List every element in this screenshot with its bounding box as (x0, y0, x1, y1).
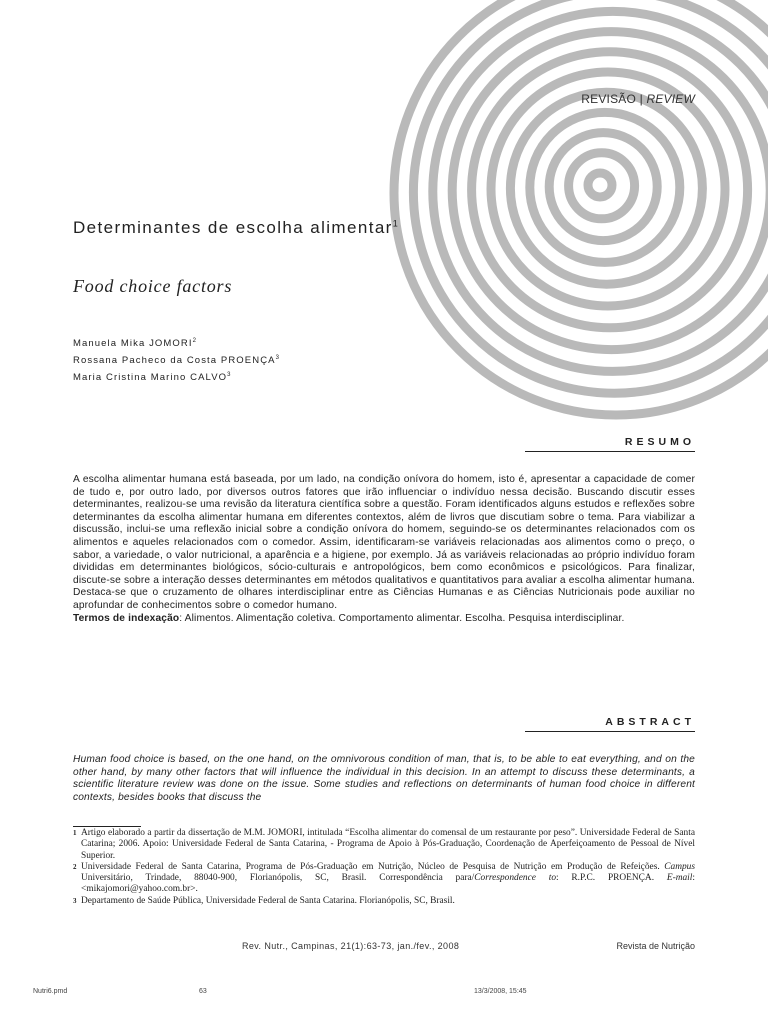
print-page-number: 63 (199, 988, 207, 995)
resumo-section (73, 474, 695, 625)
author-item: Maria Cristina Marino CALVO$^3$ (73, 372, 232, 384)
footnote-2: 2 Universidade Federal de Santa Catarina, Programa de Pós-Graduação em Nutrição, Núcleo de Pesquisa de Nutrição em Produção de Refeições. Campus Universitário, Trindade, 88040-900, Florianópolis, SC, Brasil. Correspondência para/Correspondence to: R.P.C. PROENÇA. E-mail: <mikajomori@yahoo.com.br>. (73, 861, 696, 895)
title-text: Determinantes de escolha alimentar (73, 218, 393, 237)
resumo-text: A escolha alimentar humana está baseada, por um lado, na condição onívora do homem, isto é, apresentar a capacidade de comer de tudo e, por outro lado, por diversos outros fatores que irão influenciar o indivíduo nessa decisão. Buscando discutir esses determinantes, realizou-se uma revisão da literatura científica sobre a questão. Foram identificados alguns estudos e reflexões sobre determinantes da escolha alimentar humana em diferentes contextos, além de livros que discutiam sobre o tema. Para viabilizar a discussão, inclui-se uma reflexão inicial sobre a condição onívora do homem, seguindo-se os determinantes relacionados com os alimentos e aqueles relacionados com o comedor. Assim, identificaram-se variáveis relacionadas aos alimentos como o preço, o sabor, a variedade, o valor nutricional, a aparência e a higiene, por exemplo. Já as variáveis relacionadas ao próprio indivíduo foram divididas em determinantes biológicos, sócio-culturais e antropológicos, bem como econômicos e psicológicos. Para finalizar, discute-se sobre a interação desses determinantes em métodos qualitativos e quantitativos para avaliar a escolha alimentar humana. Destaca-se que o cruzamento de olhares interdisciplinar entre as Ciências Humanas e as Ciências Nutricionais pode auxiliar no aprofundar de conhecimentos sobre o comedor humano. (73, 474, 695, 611)
swirl-ring (433, 11, 768, 371)
section-tag-pt: REVISÃO (581, 92, 637, 106)
keywords (73, 613, 695, 626)
journal-name: Revista de Nutrição (616, 941, 695, 951)
resumo-heading: RESUMO (525, 436, 695, 452)
author-item: Manuela Mika JOMORI$^2$ (73, 338, 198, 350)
keywords-list: : Alimentos. Alimentação coletiva. Comportamento alimentar. Escolha. Pesquisa interdisciplinar. (179, 612, 625, 624)
article-title (73, 218, 398, 238)
keywords-label: Termos de indexação (73, 612, 180, 624)
article-subtitle: Food choice factors (73, 276, 233, 296)
footnote-1: 1 Artigo elaborado a partir da dissertação de M.M. JOMORI, intitulada “Escolha alimentar do comensal de um restaurante por peso”. Universidade Federal de Santa Catarina; 2006. Apoio: Universidade Federal de Santa Catarina, - Programa de Apoio à Pós-Graduação, Coordenação de Aperfeiçoamento de Pessoal de Nível Superior. (73, 828, 695, 861)
author-list (73, 334, 280, 385)
swirl-ring (510, 92, 702, 284)
author-item: Rossana Pacheco da Costa PROENÇA$^3$ (73, 355, 281, 367)
journal-citation: Rev. Nutr., Campinas, 21(1):63-73, jan./fev., 2008 (242, 941, 460, 951)
print-datetime: 13/3/2008, 15:45 (474, 988, 527, 995)
print-filename: Nutri6.pmd (33, 988, 68, 995)
swirl-ring (588, 173, 612, 197)
section-tag-en: REVIEW (646, 92, 695, 106)
abstract-text: Human food choice is based, on the one hand, on the omnivorous condition of man, that is, to be able to eat everything, and on the other hand, by many other factors that will influence the individual in this decision. In an attempt to discuss these determinants, a scientific literature review was done on the issue. Some studies and reflections on determinants of human food choice in different contexts, besides books that discuss the (73, 754, 695, 803)
title-footnote-ref: 1 (392, 218, 398, 229)
footnote-3: 3 Departamento de Saúde Pública, Universidade Federal de Santa Catarina. Florianópolis, SC, Brasil. (73, 895, 455, 906)
footnote-divider (73, 826, 141, 827)
footnotes (73, 828, 695, 907)
section-tag (520, 92, 695, 106)
swirl-decoration (380, 0, 768, 450)
section-tag-separator: | (639, 92, 643, 106)
abstract-heading: ABSTRACT (525, 716, 695, 732)
swirl-ring (569, 153, 635, 219)
